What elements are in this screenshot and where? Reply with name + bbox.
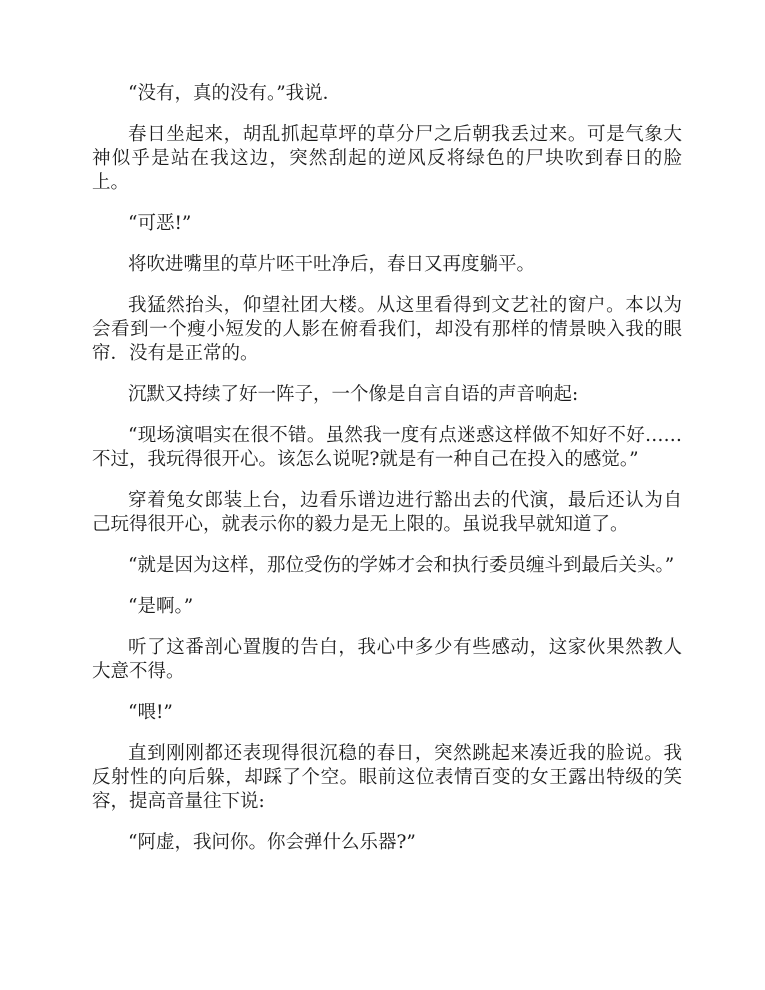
- paragraph: 穿着兔女郎装上台，边看乐谱边进行豁出去的代演，最后还认为自己玩得很开心，就表示你的毅力是无上限的。虽说我早就知道了。: [92, 490, 682, 535]
- paragraph: 直到刚刚都还表现得很沉稳的春日，突然跳起来凑近我的脸说。我反射性的向后躲，却踩了个空。眼前这位表情百变的女王露出特级的笑容，提高音量往下说:: [92, 743, 682, 812]
- paragraph: 听了这番剖心置腹的告白，我心中多少有些感动，这家伙果然教人大意不得。: [92, 637, 682, 682]
- paragraph: “没有，真的没有。”我说．: [128, 83, 342, 104]
- paragraph: “就是因为这样，那位受伤的学姊才会和执行委员缠斗到最后关头。”: [128, 555, 675, 576]
- paragraph: “可恶!”: [128, 213, 192, 234]
- paragraph: 沉默又持续了好一阵子，一个像是自言自语的声音响起:: [128, 384, 579, 405]
- paragraph: “阿虚，我问你。你会弹什么乐器?”: [128, 832, 416, 853]
- paragraph: 春日坐起来，胡乱抓起草坪的草分尸之后朝我丢过来。可是气象大神似乎是站在我这边，突然刮起的逆风反将绿色的尸块吹到春日的脸上。: [92, 124, 682, 193]
- paragraph: “现场演唱实在很不错。虽然我一度有点迷惑这样做不知好不好……不过，我玩得很开心。该怎么说呢?就是有一种自己在投入的感觉。”: [92, 425, 682, 470]
- body-text: [92, 82, 682, 872]
- paragraph: “是啊。”: [128, 596, 194, 617]
- paragraph: 我猛然抬头，仰望社团大楼。从这里看得到文艺社的窗户。本以为会看到一个瘦小短发的人影在俯看我们，却没有那样的情景映入我的眼帘．没有是正常的。: [92, 295, 682, 364]
- paragraph: 将吹进嘴里的草片呸干吐净后，春日又再度躺平。: [128, 254, 536, 275]
- paragraph: “喂!”: [128, 702, 173, 723]
